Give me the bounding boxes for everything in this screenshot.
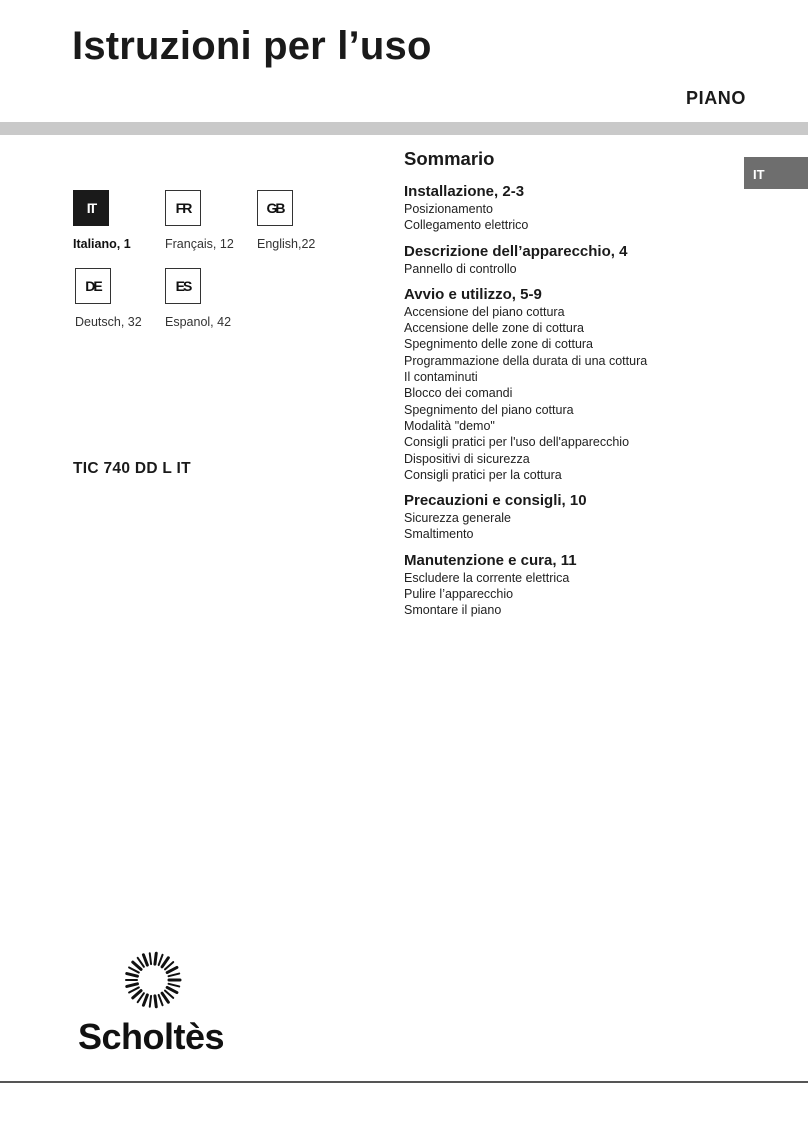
toc-item[interactable]: Consigli pratici per l'uso dell'apparecchio xyxy=(404,435,630,450)
toc-item[interactable]: Spegnimento delle zone di cottura xyxy=(404,337,594,352)
toc-item[interactable]: Posizionamento xyxy=(404,202,493,216)
logo-ray xyxy=(127,984,138,987)
language-gb[interactable] xyxy=(257,190,357,251)
logo-ray xyxy=(155,953,156,964)
logo-ray xyxy=(127,974,138,977)
logo-ray xyxy=(169,984,180,987)
language-it[interactable] xyxy=(73,190,173,251)
logo-ray xyxy=(150,996,151,1007)
logo-ray xyxy=(129,987,139,992)
toc-section xyxy=(404,242,734,277)
toc-item[interactable]: Accensione del piano cottura xyxy=(404,304,565,319)
header-divider-bar xyxy=(0,122,808,135)
language-label: Français, 12 xyxy=(165,237,234,251)
toc-item[interactable]: Smaltimento xyxy=(404,527,474,542)
logo-ray xyxy=(143,995,147,1005)
language-code-box: FR xyxy=(165,190,201,226)
language-label: English,22 xyxy=(257,237,316,251)
footer-divider xyxy=(0,1081,808,1083)
toc-item[interactable]: Pulire l’apparecchio xyxy=(404,587,514,602)
logo-ray xyxy=(155,996,156,1007)
toc-item[interactable]: Programmazione della durata di una cottura xyxy=(404,353,648,368)
brand-logo xyxy=(78,950,238,1060)
toc-heading[interactable]: Precauzioni e consigli, 10 xyxy=(404,492,587,510)
toc-section xyxy=(404,491,734,543)
logo-ray xyxy=(162,958,168,967)
toc-item[interactable]: Smontare il piano xyxy=(404,603,502,618)
toc-item[interactable]: Collegamento elettrico xyxy=(404,218,529,233)
logo-ray xyxy=(133,991,141,998)
language-code-box: GB xyxy=(257,190,293,226)
language-code-box: DE xyxy=(75,268,111,304)
toc-item[interactable]: Dispositivi di sicurezza xyxy=(404,451,530,466)
logo-ray xyxy=(167,987,177,992)
toc-item[interactable]: Consigli pratici per la cottura xyxy=(404,467,562,482)
table-of-contents xyxy=(404,148,734,627)
language-label: Italiano, 1 xyxy=(73,237,131,251)
toc-title: Sommario xyxy=(404,148,495,169)
brand-name: Scholtès xyxy=(78,1016,225,1057)
language-code-box: ES xyxy=(165,268,201,304)
toc-item[interactable]: Blocco dei comandi xyxy=(404,386,513,401)
logo-ray xyxy=(133,962,141,969)
logo-ray xyxy=(169,974,180,977)
toc-item[interactable]: Spegnimento del piano cottura xyxy=(404,402,574,417)
logo-ray xyxy=(129,967,139,972)
sun-rays-icon xyxy=(123,950,183,1010)
language-code-box: IT xyxy=(73,190,109,226)
language-side-tab: IT xyxy=(744,157,808,189)
language-de[interactable] xyxy=(75,268,175,329)
language-es[interactable] xyxy=(165,268,265,329)
logo-ray xyxy=(167,967,177,972)
language-label: Espanol, 42 xyxy=(165,315,232,329)
logo-ray xyxy=(159,995,163,1005)
toc-heading[interactable]: Descrizione dell’apparecchio, 4 xyxy=(404,242,628,260)
toc-section xyxy=(404,182,734,234)
toc-section xyxy=(404,285,734,483)
logo-ray xyxy=(159,955,163,965)
document-title: Istruzioni per l’uso xyxy=(72,24,432,68)
toc-item[interactable]: Il contaminuti xyxy=(404,370,478,385)
toc-heading[interactable]: Installazione, 2-3 xyxy=(404,183,525,200)
toc-item[interactable]: Escludere la corrente elettrica xyxy=(404,570,570,585)
toc-item[interactable]: Pannello di controllo xyxy=(404,261,517,276)
toc-section xyxy=(404,551,734,619)
product-type: PIANO xyxy=(685,88,746,108)
toc-item[interactable]: Accensione delle zone di cottura xyxy=(404,321,584,336)
toc-heading[interactable]: Manutenzione e cura, 11 xyxy=(404,551,577,569)
logo-ray xyxy=(143,955,147,965)
toc-heading[interactable]: Avvio e utilizzo, 5-9 xyxy=(404,285,542,303)
logo-ray xyxy=(162,993,168,1002)
toc-item[interactable]: Modalità "demo" xyxy=(404,418,495,433)
toc-item[interactable]: Sicurezza generale xyxy=(404,511,512,526)
language-label: Deutsch, 32 xyxy=(75,315,142,329)
model-number: TIC 740 DD L IT xyxy=(73,460,191,477)
logo-ray xyxy=(150,953,151,964)
language-fr[interactable] xyxy=(165,190,265,251)
